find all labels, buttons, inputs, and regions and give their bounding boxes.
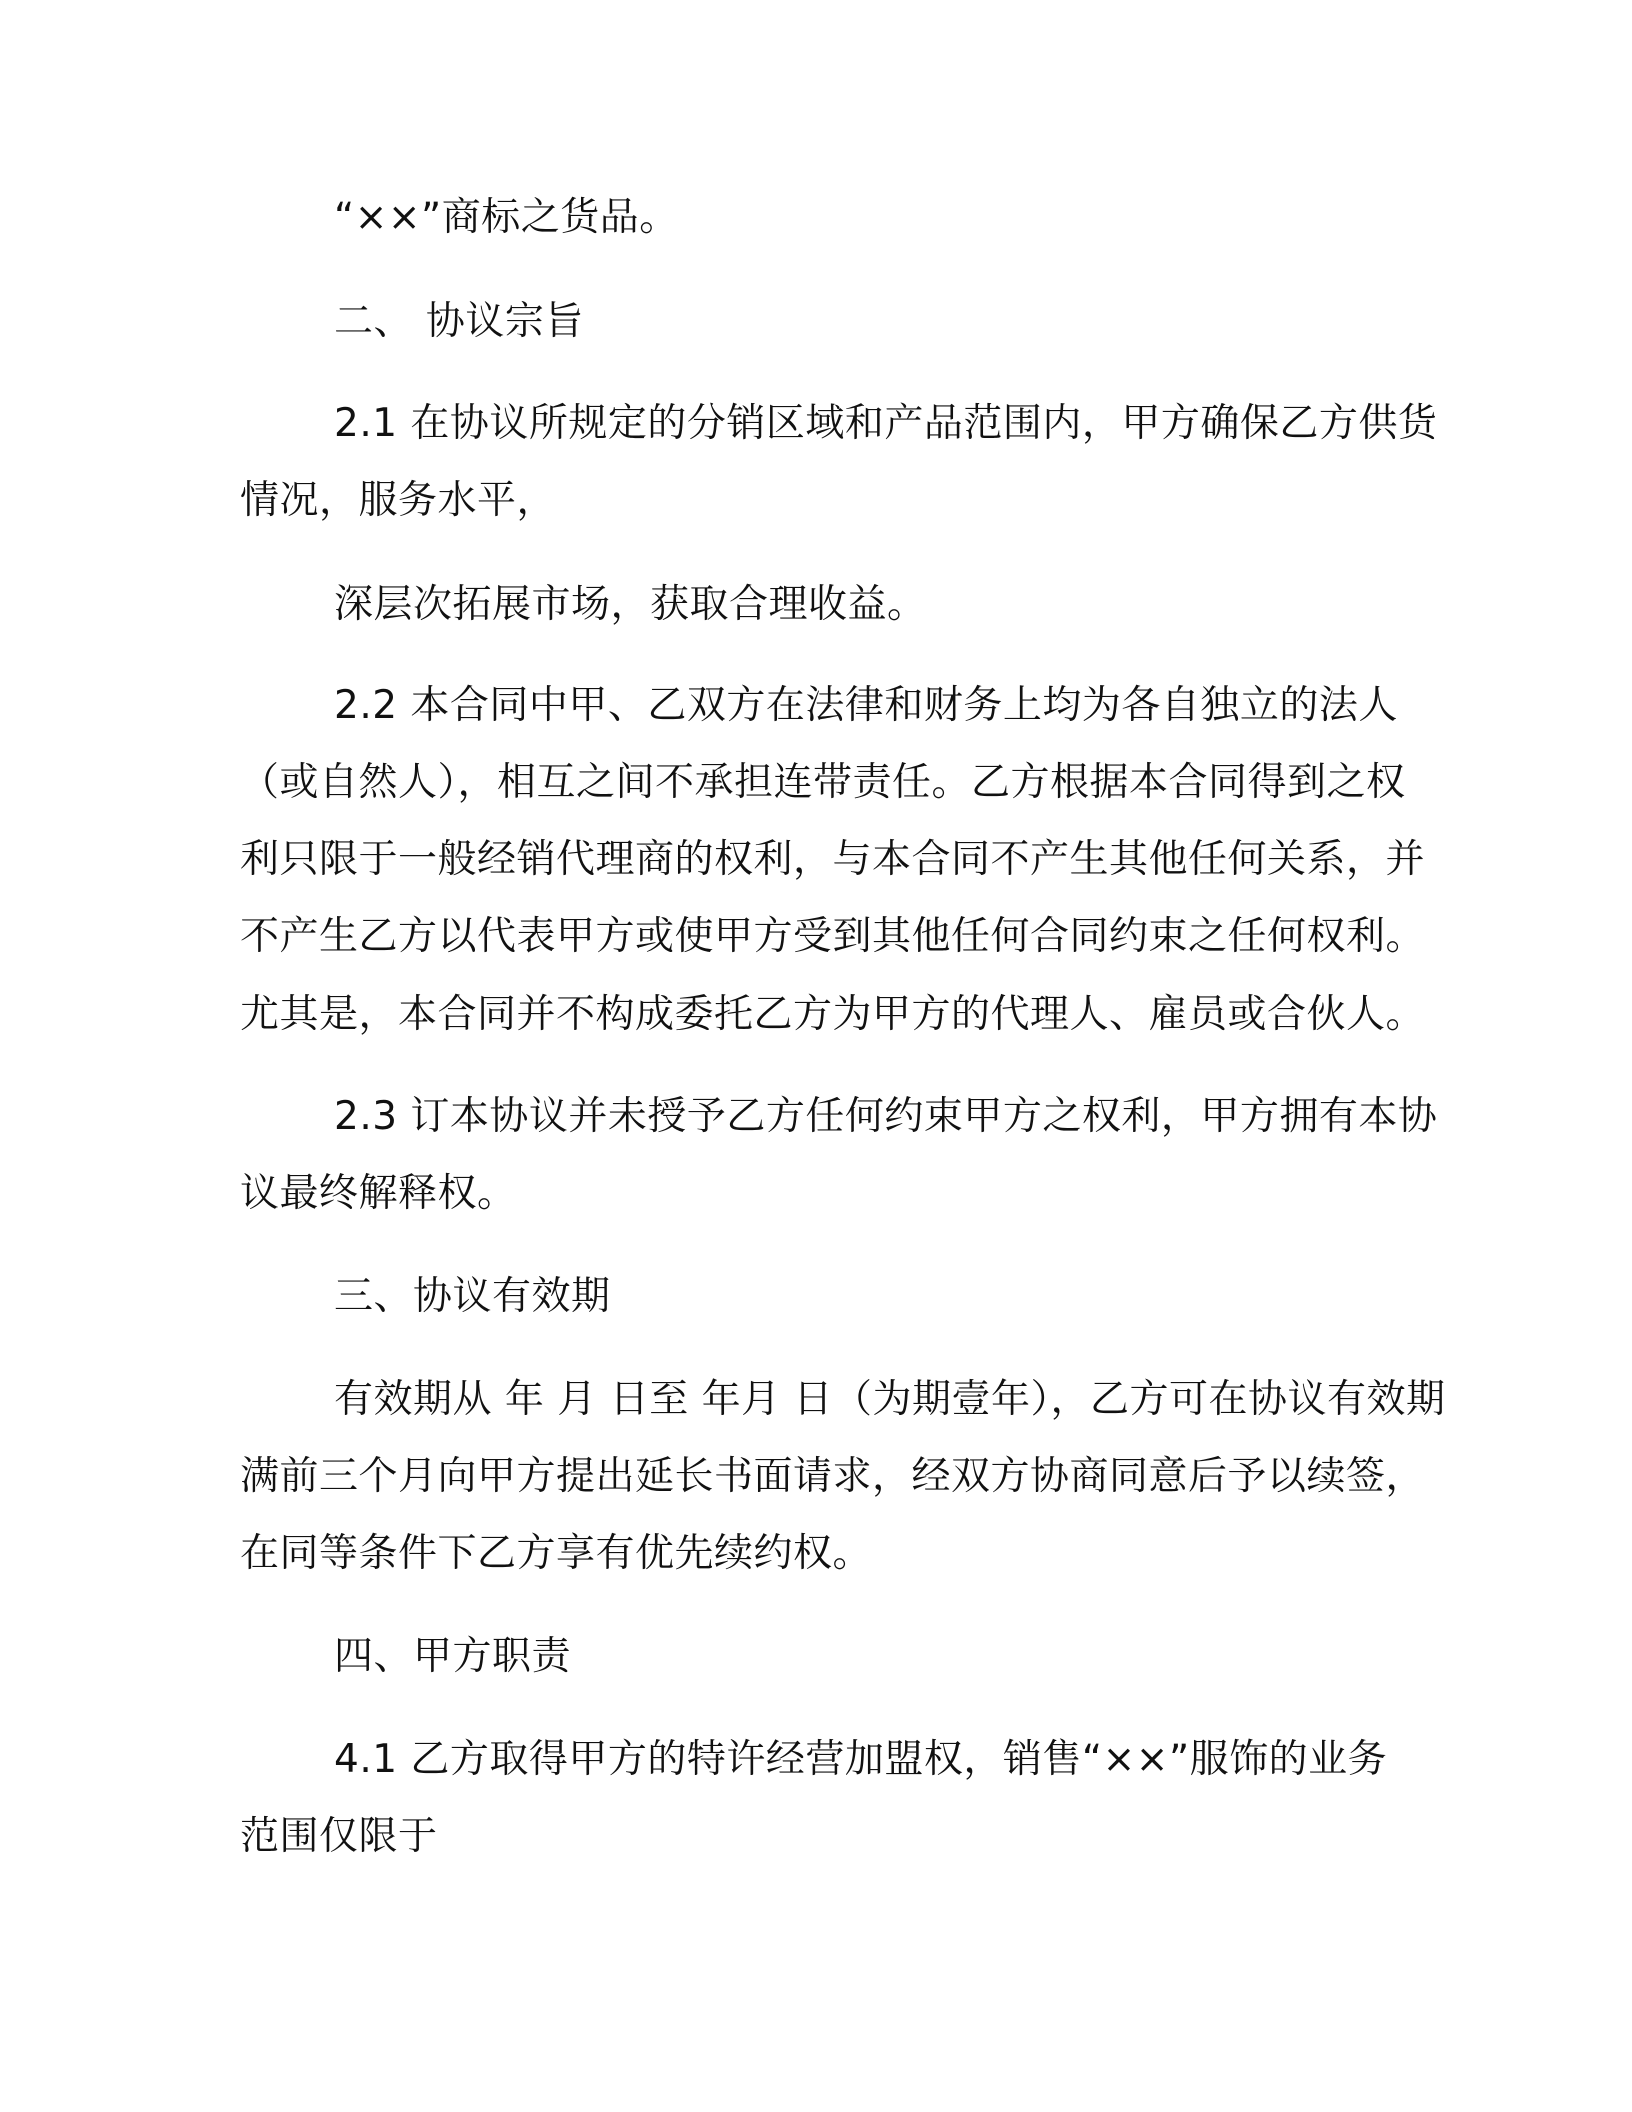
- clause-2-2-line-3: 利只限于一般经销代理商的权利，与本合同不产生其他任何关系，并: [240, 837, 1426, 882]
- heading-agreement-purpose: 二、 协议宗旨: [334, 299, 584, 344]
- clause-2-2-line-4: 不产生乙方以代表甲方或使甲方受到其他任何合同约束之任何权利。: [240, 914, 1426, 959]
- clause-4-1-line-1: 4.1 乙方取得甲方的特许经营加盟权，销售“××”服饰的业务: [334, 1737, 1388, 1782]
- heading-party-a-duties: 四、甲方职责: [334, 1634, 572, 1679]
- clause-4-1-line-2: 范围仅限于: [240, 1814, 438, 1859]
- clause-2-1-line-3: 深层次拓展市场，获取合理收益。: [334, 582, 927, 627]
- clause-2-3-line-1: 2.3 订本协议并未授予乙方任何约束甲方之权利，甲方拥有本协: [334, 1094, 1438, 1139]
- clause-2-2-line-2: （或自然人），相互之间不承担连带责任。乙方根据本合同得到之权: [240, 760, 1406, 805]
- clause-2-1-line-1: 2.1 在协议所规定的分销区域和产品范围内，甲方确保乙方供货: [334, 401, 1438, 446]
- validity-line-1: 有效期从 年 月 日至 年月 日（为期壹年），乙方可在协议有效期: [334, 1377, 1446, 1422]
- clause-2-2-line-5: 尤其是，本合同并不构成委托乙方为甲方的代理人、雇员或合伙人。: [240, 992, 1426, 1037]
- validity-line-3: 在同等条件下乙方享有优先续约权。: [240, 1531, 873, 1576]
- validity-line-2: 满前三个月向甲方提出延长书面请求，经双方协商同意后予以续签，: [240, 1454, 1426, 1499]
- text-line-trademark-goods: “××”商标之货品。: [334, 195, 679, 240]
- clause-2-1-line-2: 情况，服务水平，: [240, 478, 557, 523]
- heading-agreement-validity: 三、协议有效期: [334, 1274, 611, 1319]
- clause-2-3-line-2: 议最终解释权。: [240, 1171, 517, 1216]
- clause-2-2-line-1: 2.2 本合同中甲、乙双方在法律和财务上均为各自独立的法人: [334, 683, 1398, 728]
